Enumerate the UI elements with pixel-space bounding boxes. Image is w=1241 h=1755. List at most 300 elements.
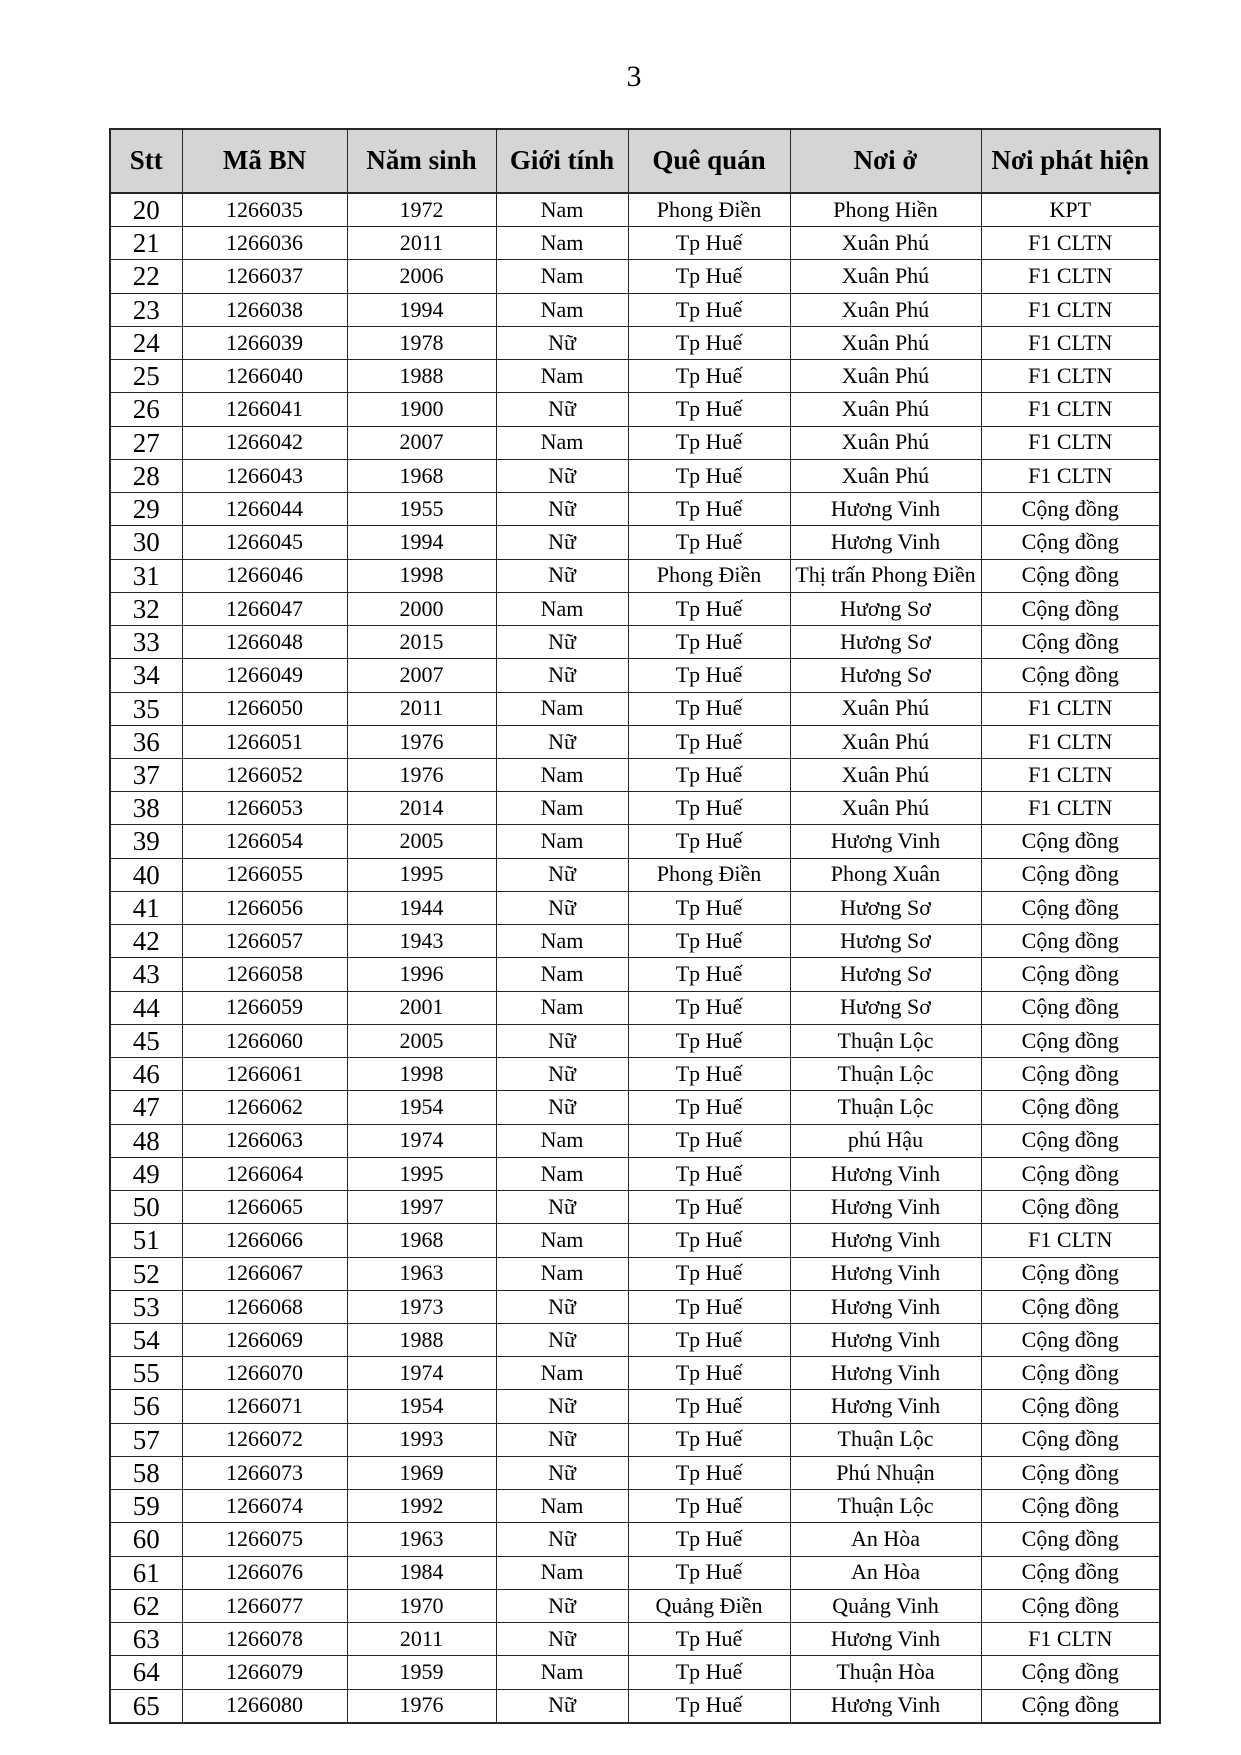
- cell-noi_phat_hien: F1 CLTN: [981, 326, 1160, 359]
- table-row: [110, 1257, 1160, 1290]
- cell-noi_o: Hương Sơ: [790, 991, 981, 1024]
- patient-table: [109, 128, 1161, 1724]
- cell-noi_o: Xuân Phú: [790, 692, 981, 725]
- cell-stt: 54: [110, 1323, 182, 1356]
- cell-stt: 50: [110, 1191, 182, 1224]
- cell-ma_bn: 1266061: [182, 1058, 347, 1091]
- cell-noi_phat_hien: Cộng đồng: [981, 493, 1160, 526]
- cell-que_quan: Phong Điền: [628, 559, 790, 592]
- table-row: [110, 1456, 1160, 1489]
- cell-noi_o: Thị trấn Phong Điền: [790, 559, 981, 592]
- table-row: [110, 493, 1160, 526]
- cell-que_quan: Quảng Điền: [628, 1589, 790, 1622]
- cell-que_quan: Tp Huế: [628, 1357, 790, 1390]
- cell-gioi_tinh: Nam: [496, 1224, 628, 1257]
- cell-ma_bn: 1266044: [182, 493, 347, 526]
- cell-ma_bn: 1266036: [182, 227, 347, 260]
- cell-stt: 21: [110, 227, 182, 260]
- cell-noi_o: Thuận Lộc: [790, 1024, 981, 1057]
- cell-gioi_tinh: Nam: [496, 825, 628, 858]
- cell-nam_sinh: 2006: [347, 260, 496, 293]
- cell-noi_phat_hien: F1 CLTN: [981, 1224, 1160, 1257]
- cell-nam_sinh: 2014: [347, 792, 496, 825]
- cell-noi_o: Phú Nhuận: [790, 1456, 981, 1489]
- cell-ma_bn: 1266050: [182, 692, 347, 725]
- cell-noi_o: Hương Vinh: [790, 1290, 981, 1323]
- cell-stt: 46: [110, 1058, 182, 1091]
- table-row: [110, 659, 1160, 692]
- cell-que_quan: Tp Huế: [628, 1257, 790, 1290]
- cell-noi_phat_hien: Cộng đồng: [981, 1689, 1160, 1723]
- cell-noi_phat_hien: Cộng đồng: [981, 626, 1160, 659]
- cell-noi_o: Thuận Lộc: [790, 1058, 981, 1091]
- cell-noi_o: Quảng Vinh: [790, 1589, 981, 1622]
- cell-noi_o: Xuân Phú: [790, 260, 981, 293]
- cell-nam_sinh: 1944: [347, 891, 496, 924]
- cell-stt: 32: [110, 592, 182, 625]
- table-row: [110, 559, 1160, 592]
- cell-nam_sinh: 1988: [347, 360, 496, 393]
- cell-nam_sinh: 1988: [347, 1323, 496, 1356]
- cell-que_quan: Tp Huế: [628, 692, 790, 725]
- cell-que_quan: Tp Huế: [628, 1456, 790, 1489]
- column-header-nam_sinh: Năm sinh: [347, 129, 496, 193]
- cell-gioi_tinh: Nam: [496, 1490, 628, 1523]
- cell-noi_phat_hien: F1 CLTN: [981, 260, 1160, 293]
- cell-ma_bn: 1266053: [182, 792, 347, 825]
- table-row: [110, 526, 1160, 559]
- cell-stt: 25: [110, 360, 182, 393]
- table-row: [110, 858, 1160, 891]
- cell-noi_phat_hien: Cộng đồng: [981, 925, 1160, 958]
- cell-que_quan: Tp Huế: [628, 792, 790, 825]
- table-row: [110, 991, 1160, 1024]
- cell-ma_bn: 1266058: [182, 958, 347, 991]
- cell-ma_bn: 1266039: [182, 326, 347, 359]
- cell-gioi_tinh: Nữ: [496, 326, 628, 359]
- cell-que_quan: Tp Huế: [628, 1124, 790, 1157]
- cell-stt: 28: [110, 459, 182, 492]
- table-row: [110, 1157, 1160, 1190]
- cell-noi_phat_hien: F1 CLTN: [981, 459, 1160, 492]
- cell-noi_phat_hien: Cộng đồng: [981, 526, 1160, 559]
- cell-noi_o: Hương Sơ: [790, 925, 981, 958]
- cell-nam_sinh: 1973: [347, 1290, 496, 1323]
- cell-que_quan: Tp Huế: [628, 459, 790, 492]
- cell-stt: 34: [110, 659, 182, 692]
- cell-gioi_tinh: Nữ: [496, 1058, 628, 1091]
- cell-stt: 29: [110, 493, 182, 526]
- cell-nam_sinh: 1968: [347, 1224, 496, 1257]
- cell-gioi_tinh: Nữ: [496, 459, 628, 492]
- cell-gioi_tinh: Nam: [496, 792, 628, 825]
- cell-ma_bn: 1266060: [182, 1024, 347, 1057]
- cell-stt: 51: [110, 1224, 182, 1257]
- cell-que_quan: Tp Huế: [628, 825, 790, 858]
- cell-gioi_tinh: Nữ: [496, 1290, 628, 1323]
- cell-gioi_tinh: Nam: [496, 925, 628, 958]
- cell-que_quan: Tp Huế: [628, 493, 790, 526]
- cell-gioi_tinh: Nữ: [496, 1191, 628, 1224]
- cell-ma_bn: 1266038: [182, 293, 347, 326]
- cell-gioi_tinh: Nữ: [496, 493, 628, 526]
- cell-nam_sinh: 2011: [347, 692, 496, 725]
- cell-noi_o: phú Hậu: [790, 1124, 981, 1157]
- table-row: [110, 1323, 1160, 1356]
- cell-que_quan: Tp Huế: [628, 1024, 790, 1057]
- table-row: [110, 1589, 1160, 1622]
- cell-stt: 42: [110, 925, 182, 958]
- table-row: [110, 1290, 1160, 1323]
- table-row: [110, 825, 1160, 858]
- cell-stt: 36: [110, 725, 182, 758]
- table-row: [110, 360, 1160, 393]
- cell-gioi_tinh: Nam: [496, 692, 628, 725]
- table-row: [110, 626, 1160, 659]
- cell-stt: 23: [110, 293, 182, 326]
- cell-ma_bn: 1266059: [182, 991, 347, 1024]
- cell-nam_sinh: 1976: [347, 725, 496, 758]
- cell-nam_sinh: 2005: [347, 825, 496, 858]
- cell-ma_bn: 1266078: [182, 1623, 347, 1656]
- cell-que_quan: Tp Huế: [628, 360, 790, 393]
- table-row: [110, 293, 1160, 326]
- cell-gioi_tinh: Nữ: [496, 1024, 628, 1057]
- table-row: [110, 1689, 1160, 1723]
- cell-ma_bn: 1266052: [182, 758, 347, 791]
- table-row: [110, 692, 1160, 725]
- cell-nam_sinh: 1995: [347, 858, 496, 891]
- cell-ma_bn: 1266069: [182, 1323, 347, 1356]
- cell-gioi_tinh: Nam: [496, 991, 628, 1024]
- cell-gioi_tinh: Nam: [496, 1556, 628, 1589]
- cell-stt: 38: [110, 792, 182, 825]
- table-body: [110, 193, 1160, 1723]
- cell-gioi_tinh: Nam: [496, 1124, 628, 1157]
- cell-que_quan: Tp Huế: [628, 1689, 790, 1723]
- cell-gioi_tinh: Nam: [496, 1157, 628, 1190]
- cell-que_quan: Tp Huế: [628, 426, 790, 459]
- cell-que_quan: Tp Huế: [628, 1091, 790, 1124]
- table-row: [110, 193, 1160, 227]
- cell-nam_sinh: 1998: [347, 559, 496, 592]
- cell-ma_bn: 1266054: [182, 825, 347, 858]
- cell-nam_sinh: 1984: [347, 1556, 496, 1589]
- cell-ma_bn: 1266047: [182, 592, 347, 625]
- cell-que_quan: Phong Điền: [628, 858, 790, 891]
- column-header-stt: Stt: [110, 129, 182, 193]
- cell-gioi_tinh: Nữ: [496, 559, 628, 592]
- cell-que_quan: Tp Huế: [628, 1423, 790, 1456]
- table-row: [110, 1390, 1160, 1423]
- cell-ma_bn: 1266040: [182, 360, 347, 393]
- cell-ma_bn: 1266080: [182, 1689, 347, 1723]
- cell-noi_phat_hien: Cộng đồng: [981, 858, 1160, 891]
- cell-que_quan: Tp Huế: [628, 958, 790, 991]
- table-row: [110, 1490, 1160, 1523]
- cell-noi_o: Hương Vinh: [790, 493, 981, 526]
- table-header: [110, 129, 1160, 193]
- cell-nam_sinh: 1970: [347, 1589, 496, 1622]
- cell-stt: 58: [110, 1456, 182, 1489]
- cell-stt: 43: [110, 958, 182, 991]
- cell-que_quan: Tp Huế: [628, 1058, 790, 1091]
- cell-nam_sinh: 2011: [347, 227, 496, 260]
- column-header-que_quan: Quê quán: [628, 129, 790, 193]
- cell-ma_bn: 1266074: [182, 1490, 347, 1523]
- cell-noi_o: Hương Vinh: [790, 1224, 981, 1257]
- cell-stt: 56: [110, 1390, 182, 1423]
- cell-stt: 30: [110, 526, 182, 559]
- cell-noi_o: Xuân Phú: [790, 792, 981, 825]
- cell-noi_phat_hien: F1 CLTN: [981, 1623, 1160, 1656]
- cell-noi_phat_hien: Cộng đồng: [981, 958, 1160, 991]
- cell-que_quan: Tp Huế: [628, 1191, 790, 1224]
- cell-ma_bn: 1266048: [182, 626, 347, 659]
- cell-nam_sinh: 1994: [347, 293, 496, 326]
- cell-noi_phat_hien: F1 CLTN: [981, 792, 1160, 825]
- cell-que_quan: Tp Huế: [628, 326, 790, 359]
- cell-noi_o: Thuận Hòa: [790, 1656, 981, 1689]
- table-row: [110, 1623, 1160, 1656]
- cell-stt: 55: [110, 1357, 182, 1390]
- cell-gioi_tinh: Nam: [496, 193, 628, 227]
- cell-stt: 53: [110, 1290, 182, 1323]
- cell-que_quan: Tp Huế: [628, 626, 790, 659]
- cell-nam_sinh: 1900: [347, 393, 496, 426]
- cell-gioi_tinh: Nữ: [496, 1456, 628, 1489]
- column-header-noi_phat_hien: Nơi phát hiện: [981, 129, 1160, 193]
- cell-noi_phat_hien: Cộng đồng: [981, 1523, 1160, 1556]
- cell-gioi_tinh: Nữ: [496, 1091, 628, 1124]
- cell-gioi_tinh: Nữ: [496, 1689, 628, 1723]
- cell-que_quan: Tp Huế: [628, 1290, 790, 1323]
- cell-stt: 49: [110, 1157, 182, 1190]
- cell-nam_sinh: 1993: [347, 1423, 496, 1456]
- table-row: [110, 1058, 1160, 1091]
- cell-que_quan: Tp Huế: [628, 1623, 790, 1656]
- cell-ma_bn: 1266041: [182, 393, 347, 426]
- cell-que_quan: Tp Huế: [628, 1224, 790, 1257]
- cell-ma_bn: 1266076: [182, 1556, 347, 1589]
- cell-noi_o: Hương Sơ: [790, 958, 981, 991]
- column-header-gioi_tinh: Giới tính: [496, 129, 628, 193]
- cell-stt: 27: [110, 426, 182, 459]
- cell-nam_sinh: 2011: [347, 1623, 496, 1656]
- cell-noi_phat_hien: Cộng đồng: [981, 1257, 1160, 1290]
- cell-ma_bn: 1266049: [182, 659, 347, 692]
- cell-que_quan: Tp Huế: [628, 1490, 790, 1523]
- cell-noi_phat_hien: F1 CLTN: [981, 692, 1160, 725]
- cell-nam_sinh: 1968: [347, 459, 496, 492]
- cell-stt: 20: [110, 193, 182, 227]
- table-row: [110, 393, 1160, 426]
- cell-gioi_tinh: Nam: [496, 1357, 628, 1390]
- cell-stt: 33: [110, 626, 182, 659]
- table-header-row: [110, 129, 1160, 193]
- cell-nam_sinh: 1974: [347, 1124, 496, 1157]
- table-row: [110, 1191, 1160, 1224]
- table-row: [110, 1124, 1160, 1157]
- cell-gioi_tinh: Nữ: [496, 526, 628, 559]
- cell-noi_phat_hien: Cộng đồng: [981, 825, 1160, 858]
- cell-gioi_tinh: Nữ: [496, 1323, 628, 1356]
- cell-noi_phat_hien: F1 CLTN: [981, 758, 1160, 791]
- cell-que_quan: Tp Huế: [628, 659, 790, 692]
- table-row: [110, 758, 1160, 791]
- cell-ma_bn: 1266070: [182, 1357, 347, 1390]
- table-row: [110, 260, 1160, 293]
- cell-nam_sinh: 1963: [347, 1523, 496, 1556]
- cell-noi_phat_hien: F1 CLTN: [981, 725, 1160, 758]
- cell-noi_o: Xuân Phú: [790, 459, 981, 492]
- cell-noi_phat_hien: Cộng đồng: [981, 1124, 1160, 1157]
- cell-que_quan: Tp Huế: [628, 1556, 790, 1589]
- table-row: [110, 1357, 1160, 1390]
- cell-nam_sinh: 1972: [347, 193, 496, 227]
- cell-stt: 57: [110, 1423, 182, 1456]
- cell-noi_o: Thuận Lộc: [790, 1490, 981, 1523]
- cell-noi_phat_hien: Cộng đồng: [981, 1323, 1160, 1356]
- cell-gioi_tinh: Nữ: [496, 1423, 628, 1456]
- cell-ma_bn: 1266055: [182, 858, 347, 891]
- table-row: [110, 1423, 1160, 1456]
- cell-noi_phat_hien: Cộng đồng: [981, 592, 1160, 625]
- cell-noi_o: Hương Vinh: [790, 1257, 981, 1290]
- cell-noi_o: Hương Sơ: [790, 592, 981, 625]
- cell-gioi_tinh: Nam: [496, 592, 628, 625]
- cell-que_quan: Tp Huế: [628, 725, 790, 758]
- cell-que_quan: Tp Huế: [628, 393, 790, 426]
- cell-nam_sinh: 1963: [347, 1257, 496, 1290]
- cell-noi_o: Hương Vinh: [790, 1323, 981, 1356]
- cell-noi_phat_hien: Cộng đồng: [981, 1357, 1160, 1390]
- cell-nam_sinh: 1969: [347, 1456, 496, 1489]
- cell-noi_o: Xuân Phú: [790, 293, 981, 326]
- cell-noi_phat_hien: Cộng đồng: [981, 1191, 1160, 1224]
- page-number: 3: [626, 60, 642, 93]
- cell-noi_o: Hương Vinh: [790, 825, 981, 858]
- cell-nam_sinh: 2005: [347, 1024, 496, 1057]
- cell-stt: 52: [110, 1257, 182, 1290]
- cell-noi_o: Hương Vinh: [790, 526, 981, 559]
- cell-noi_o: Hương Vinh: [790, 1623, 981, 1656]
- cell-gioi_tinh: Nam: [496, 958, 628, 991]
- cell-nam_sinh: 1996: [347, 958, 496, 991]
- cell-stt: 22: [110, 260, 182, 293]
- cell-noi_o: An Hòa: [790, 1556, 981, 1589]
- cell-ma_bn: 1266079: [182, 1656, 347, 1689]
- cell-noi_o: Xuân Phú: [790, 426, 981, 459]
- cell-ma_bn: 1266045: [182, 526, 347, 559]
- cell-noi_o: Hương Vinh: [790, 1191, 981, 1224]
- cell-stt: 62: [110, 1589, 182, 1622]
- cell-gioi_tinh: Nữ: [496, 858, 628, 891]
- cell-que_quan: Phong Điền: [628, 193, 790, 227]
- table-row: [110, 958, 1160, 991]
- cell-nam_sinh: 1954: [347, 1390, 496, 1423]
- cell-ma_bn: 1266063: [182, 1124, 347, 1157]
- cell-stt: 39: [110, 825, 182, 858]
- cell-noi_phat_hien: F1 CLTN: [981, 393, 1160, 426]
- table-row: [110, 1024, 1160, 1057]
- cell-noi_phat_hien: Cộng đồng: [981, 891, 1160, 924]
- cell-noi_phat_hien: Cộng đồng: [981, 1390, 1160, 1423]
- cell-stt: 59: [110, 1490, 182, 1523]
- cell-nam_sinh: 1976: [347, 758, 496, 791]
- cell-stt: 48: [110, 1124, 182, 1157]
- table-row: [110, 459, 1160, 492]
- cell-stt: 64: [110, 1656, 182, 1689]
- cell-nam_sinh: 1955: [347, 493, 496, 526]
- cell-noi_phat_hien: Cộng đồng: [981, 1556, 1160, 1589]
- cell-que_quan: Tp Huế: [628, 925, 790, 958]
- cell-gioi_tinh: Nam: [496, 1656, 628, 1689]
- cell-nam_sinh: 1954: [347, 1091, 496, 1124]
- cell-que_quan: Tp Huế: [628, 1323, 790, 1356]
- cell-ma_bn: 1266066: [182, 1224, 347, 1257]
- cell-noi_o: Thuận Lộc: [790, 1423, 981, 1456]
- cell-noi_o: Xuân Phú: [790, 360, 981, 393]
- cell-noi_o: Hương Sơ: [790, 659, 981, 692]
- cell-ma_bn: 1266064: [182, 1157, 347, 1190]
- table-row: [110, 925, 1160, 958]
- cell-stt: 41: [110, 891, 182, 924]
- cell-noi_phat_hien: F1 CLTN: [981, 227, 1160, 260]
- cell-noi_phat_hien: Cộng đồng: [981, 1656, 1160, 1689]
- cell-nam_sinh: 1997: [347, 1191, 496, 1224]
- cell-stt: 37: [110, 758, 182, 791]
- cell-que_quan: Tp Huế: [628, 293, 790, 326]
- cell-gioi_tinh: Nữ: [496, 1523, 628, 1556]
- cell-noi_phat_hien: F1 CLTN: [981, 360, 1160, 393]
- cell-noi_o: Xuân Phú: [790, 326, 981, 359]
- cell-stt: 61: [110, 1556, 182, 1589]
- cell-gioi_tinh: Nữ: [496, 891, 628, 924]
- cell-noi_o: Hương Sơ: [790, 891, 981, 924]
- cell-nam_sinh: 2007: [347, 426, 496, 459]
- cell-stt: 31: [110, 559, 182, 592]
- cell-noi_phat_hien: Cộng đồng: [981, 1091, 1160, 1124]
- cell-que_quan: Tp Huế: [628, 1157, 790, 1190]
- cell-noi_o: Hương Vinh: [790, 1357, 981, 1390]
- cell-ma_bn: 1266056: [182, 891, 347, 924]
- cell-noi_o: Phong Hiền: [790, 193, 981, 227]
- cell-gioi_tinh: Nữ: [496, 1623, 628, 1656]
- cell-noi_phat_hien: Cộng đồng: [981, 1157, 1160, 1190]
- table-row: [110, 227, 1160, 260]
- cell-noi_phat_hien: F1 CLTN: [981, 293, 1160, 326]
- cell-que_quan: Tp Huế: [628, 1390, 790, 1423]
- cell-gioi_tinh: Nữ: [496, 659, 628, 692]
- cell-gioi_tinh: Nữ: [496, 393, 628, 426]
- cell-stt: 60: [110, 1523, 182, 1556]
- cell-gioi_tinh: Nam: [496, 360, 628, 393]
- cell-nam_sinh: 1978: [347, 326, 496, 359]
- cell-noi_phat_hien: Cộng đồng: [981, 659, 1160, 692]
- table-row: [110, 891, 1160, 924]
- cell-noi_o: Hương Vinh: [790, 1689, 981, 1723]
- table-row: [110, 1091, 1160, 1124]
- cell-que_quan: Tp Huế: [628, 260, 790, 293]
- cell-stt: 65: [110, 1689, 182, 1723]
- cell-gioi_tinh: Nữ: [496, 1589, 628, 1622]
- cell-gioi_tinh: Nữ: [496, 1390, 628, 1423]
- cell-ma_bn: 1266071: [182, 1390, 347, 1423]
- cell-noi_phat_hien: Cộng đồng: [981, 1290, 1160, 1323]
- cell-nam_sinh: 1959: [347, 1656, 496, 1689]
- cell-gioi_tinh: Nam: [496, 293, 628, 326]
